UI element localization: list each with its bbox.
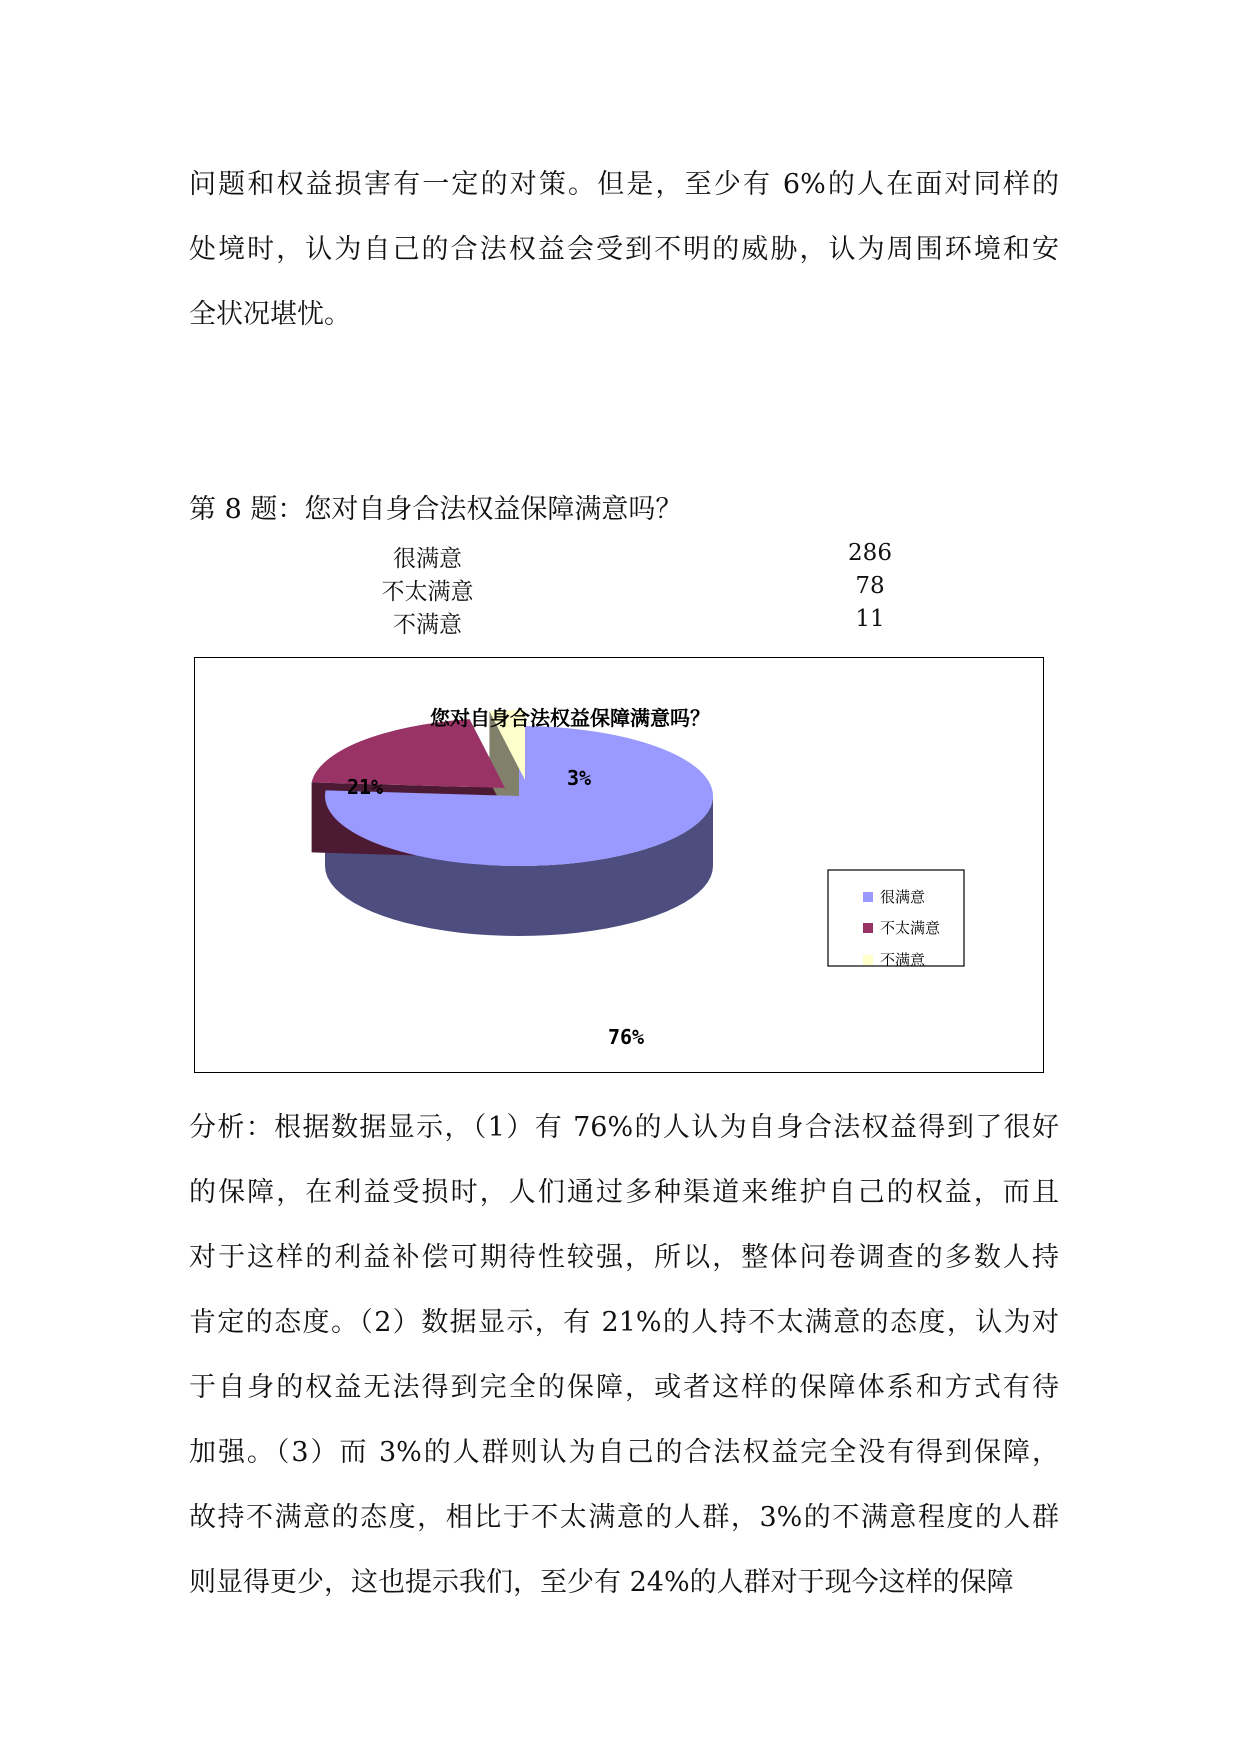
text-line: 加强。（3）而 3%的人群则认为自己的合法权益完全没有得到保障， xyxy=(189,1437,1059,1468)
legend-swatch xyxy=(863,923,873,933)
analysis-paragraph xyxy=(189,1095,1059,1615)
question-heading: 第 8 题：您对自身合法权益保障满意吗？ xyxy=(189,494,683,525)
legend-swatch xyxy=(863,892,873,902)
text-line: 问题和权益损害有一定的对策。但是，至少有 6%的人在面对同样的 xyxy=(189,169,1059,200)
table-value: 286 xyxy=(848,540,892,566)
text-line: 对于这样的利益补偿可期待性较强，所以，整体问卷调查的多数人持 xyxy=(189,1242,1059,1273)
table-category: 不太满意 xyxy=(381,579,474,605)
data-label-very-satisfied: 76% xyxy=(607,1025,645,1049)
legend-label: 很满意 xyxy=(880,888,926,906)
text-line: 肯定的态度。（2）数据显示，有 21%的人持不太满意的态度，认为对 xyxy=(189,1307,1059,1338)
legend-swatch xyxy=(863,955,873,965)
table-value: 78 xyxy=(855,573,885,599)
legend-label: 不满意 xyxy=(880,951,926,969)
data-label-not-very-satisfied: 21% xyxy=(346,775,384,799)
legend-label: 不太满意 xyxy=(880,919,941,937)
text-line: 的保障，在利益受损时，人们通过多种渠道来维护自己的权益，而且 xyxy=(189,1177,1059,1208)
text-line: 则显得更少，这也提示我们，至少有 24%的人群对于现今这样的保障 xyxy=(189,1567,1014,1598)
data-table xyxy=(340,540,900,639)
chart-legend xyxy=(828,870,964,969)
text-line: 处境时，认为自己的合法权益会受到不明的威胁，认为周围环境和安 xyxy=(189,234,1059,265)
intro-paragraph xyxy=(189,152,1059,347)
chart-title: 您对自身合法权益保障满意吗？ xyxy=(430,706,710,730)
text-line: 全状况堪忧。 xyxy=(189,299,351,330)
table-row xyxy=(340,540,900,573)
table-row xyxy=(340,606,900,639)
table-category: 不满意 xyxy=(393,612,462,638)
text-line: 故持不满意的态度，相比于不太满意的人群，3%的不满意程度的人群 xyxy=(189,1502,1059,1533)
data-label-dissatisfied: 3% xyxy=(566,766,592,790)
chart-frame xyxy=(194,657,1044,1073)
text-line: 于自身的权益无法得到完全的保障，或者这样的保障体系和方式有待 xyxy=(189,1372,1059,1403)
table-category: 很满意 xyxy=(393,546,462,572)
table-row xyxy=(340,573,900,606)
pie-chart xyxy=(195,658,1045,1074)
text-line: 分析：根据数据显示，（1）有 76%的人认为自身合法权益得到了很好 xyxy=(189,1112,1059,1143)
table-value: 11 xyxy=(855,606,885,632)
